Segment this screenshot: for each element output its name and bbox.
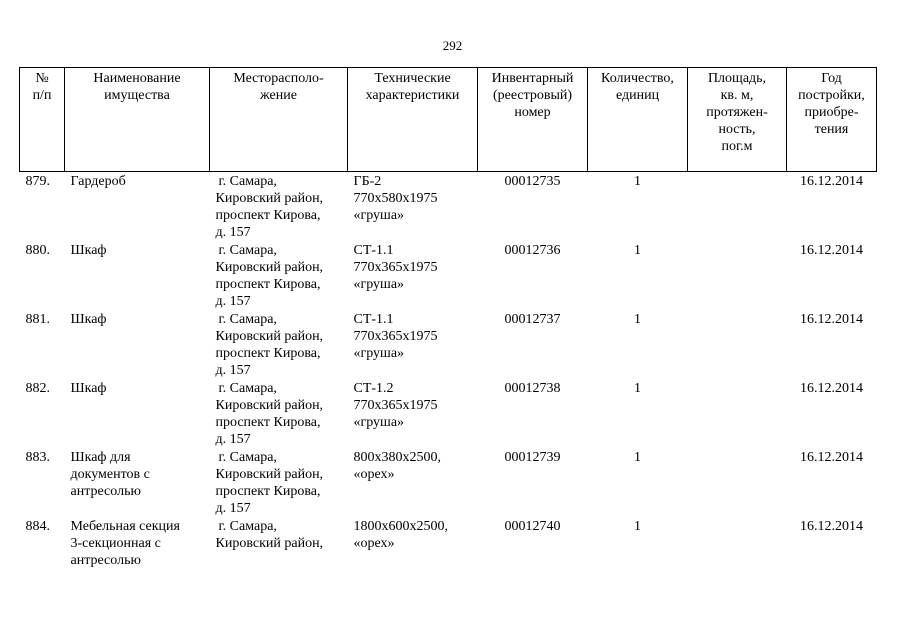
table-row: [20, 310, 877, 379]
item-inventory-number: 00012737: [504, 312, 561, 327]
item-location-line: д. 157: [215, 294, 251, 309]
header-line: номер: [514, 105, 551, 120]
item-location-line: Кировский район,: [215, 191, 324, 206]
item-tech-specs: [348, 172, 478, 242]
item-tech-specs-line: «орех»: [353, 536, 395, 551]
item-quantity: 1: [634, 519, 641, 534]
header-line: №: [35, 71, 49, 86]
item-number: 884.: [25, 519, 50, 534]
item-location-line: г. Самара,: [218, 519, 277, 534]
item-name: [65, 379, 210, 448]
header-line: приобре-: [804, 105, 859, 120]
item-tech-specs: [348, 379, 478, 448]
item-location-line: г. Самара,: [218, 450, 277, 465]
table-row: [20, 517, 877, 578]
item-tech-specs-line: 770х580х1975: [353, 191, 438, 206]
col-inventory-header: [478, 68, 588, 172]
item-quantity: 1: [634, 312, 641, 327]
header-line: Площадь,: [707, 71, 767, 86]
item-inventory-number: 00012738: [504, 381, 561, 396]
item-name-line: Шкаф для: [70, 450, 131, 465]
item-quantity: 1: [634, 174, 641, 189]
header-line: пог.м: [721, 139, 753, 154]
item-inventory-number: 00012735: [504, 174, 561, 189]
item-tech-specs-line: 1800х600х2500,: [353, 519, 448, 534]
item-year: 16.12.2014: [800, 312, 863, 327]
item-tech-specs-line: «груша»: [353, 277, 405, 292]
table-row: [20, 448, 877, 517]
item-tech-specs-line: СТ-1.2: [353, 381, 394, 396]
item-area: [688, 517, 787, 578]
item-location-line: д. 157: [215, 225, 251, 240]
header-line: Год: [821, 71, 842, 86]
header-line: Наименование: [93, 71, 181, 86]
item-location: [210, 241, 348, 310]
item-area: [688, 310, 787, 379]
item-area: [688, 172, 787, 242]
item-location: [210, 448, 348, 517]
item-number: 883.: [25, 450, 50, 465]
item-tech-specs-line: 800х380х2500,: [353, 450, 441, 465]
col-year-header: [787, 68, 877, 172]
item-year: 16.12.2014: [800, 519, 863, 534]
item-name: [65, 172, 210, 242]
item-inventory-number: 00012736: [504, 243, 561, 258]
header-line: жение: [260, 88, 297, 103]
item-tech-specs-line: «орех»: [353, 467, 395, 482]
item-tech-specs-line: «груша»: [353, 415, 405, 430]
item-location-line: Кировский район,: [215, 329, 324, 344]
item-tech-specs-line: 770х365х1975: [353, 398, 438, 413]
item-location-line: Кировский район,: [215, 536, 324, 551]
item-area: [688, 241, 787, 310]
item-quantity: 1: [634, 243, 641, 258]
item-number: 881.: [25, 312, 50, 327]
table-row: [20, 241, 877, 310]
item-tech-specs-line: ГБ-2: [353, 174, 382, 189]
item-number: 880.: [25, 243, 50, 258]
header-line: Месторасполо-: [233, 71, 324, 86]
item-location-line: проспект Кирова,: [215, 346, 321, 361]
item-area: [688, 379, 787, 448]
item-name: [65, 448, 210, 517]
header-line: имущества: [104, 88, 170, 103]
item-name-line: документов с: [70, 467, 150, 482]
item-year: 16.12.2014: [800, 450, 863, 465]
item-location-line: г. Самара,: [218, 381, 277, 396]
item-tech-specs-line: СТ-1.1: [353, 243, 394, 258]
table-row: [20, 379, 877, 448]
header-line: тения: [814, 122, 849, 137]
item-area: [688, 448, 787, 517]
item-name-line: Шкаф: [70, 312, 107, 327]
item-location: [210, 379, 348, 448]
item-name-line: Гардероб: [70, 174, 126, 189]
header-line: кв. м,: [720, 88, 754, 103]
col-name-header: [65, 68, 210, 172]
header-line: постройки,: [798, 88, 865, 103]
item-name-line: Шкаф: [70, 381, 107, 396]
item-tech-specs-line: «груша»: [353, 208, 405, 223]
item-tech-specs: [348, 310, 478, 379]
header-line: Инвентарный: [491, 71, 574, 86]
item-name-line: антресолью: [70, 553, 141, 568]
item-location-line: проспект Кирова,: [215, 415, 321, 430]
item-name-line: антресолью: [70, 484, 141, 499]
item-year: 16.12.2014: [800, 243, 863, 258]
header-line: п/п: [32, 88, 52, 103]
header-line: протяжен-: [706, 105, 768, 120]
item-number: 879.: [25, 174, 50, 189]
item-location-line: д. 157: [215, 363, 251, 378]
item-location: [210, 310, 348, 379]
property-table: [19, 67, 877, 578]
item-quantity: 1: [634, 381, 641, 396]
item-year: 16.12.2014: [800, 174, 863, 189]
item-inventory-number: 00012739: [504, 450, 561, 465]
item-tech-specs-line: 770х365х1975: [353, 329, 438, 344]
table-header-row: [20, 68, 877, 172]
item-location-line: проспект Кирова,: [215, 208, 321, 223]
item-tech-specs-line: СТ-1.1: [353, 312, 394, 327]
table-row: [20, 172, 877, 242]
header-line: единиц: [615, 88, 660, 103]
item-name: [65, 310, 210, 379]
item-name-line: 3-секционная с: [70, 536, 161, 551]
item-year: 16.12.2014: [800, 381, 863, 396]
col-tech-header: [348, 68, 478, 172]
item-tech-specs: [348, 517, 478, 578]
header-line: (реестровый): [492, 88, 573, 103]
col-location-header: [210, 68, 348, 172]
header-line: Технические: [374, 71, 451, 86]
item-location-line: Кировский район,: [215, 260, 324, 275]
col-area-header: [688, 68, 787, 172]
item-quantity: 1: [634, 450, 641, 465]
item-location-line: Кировский район,: [215, 398, 324, 413]
table-body: [20, 172, 877, 579]
item-tech-specs: [348, 241, 478, 310]
item-location-line: г. Самара,: [218, 312, 277, 327]
item-location: [210, 172, 348, 242]
item-location: [210, 517, 348, 578]
item-location-line: г. Самара,: [218, 243, 277, 258]
header-line: характеристики: [365, 88, 460, 103]
item-location-line: Кировский район,: [215, 467, 324, 482]
page-number: 292: [442, 38, 463, 53]
header-line: Количество,: [601, 71, 674, 86]
item-location-line: г. Самара,: [218, 174, 277, 189]
item-name: [65, 517, 210, 578]
item-tech-specs-line: 770х365х1975: [353, 260, 438, 275]
item-number: 882.: [25, 381, 50, 396]
item-inventory-number: 00012740: [504, 519, 561, 534]
item-location-line: проспект Кирова,: [215, 484, 321, 499]
item-name-line: Мебельная секция: [70, 519, 180, 534]
header-line: ность,: [718, 122, 756, 137]
col-number-header: [20, 68, 65, 172]
item-location-line: проспект Кирова,: [215, 277, 321, 292]
item-tech-specs-line: «груша»: [353, 346, 405, 361]
item-name: [65, 241, 210, 310]
item-location-line: д. 157: [215, 432, 251, 447]
col-quantity-header: [588, 68, 688, 172]
item-name-line: Шкаф: [70, 243, 107, 258]
item-location-line: д. 157: [215, 501, 251, 516]
item-tech-specs: [348, 448, 478, 517]
